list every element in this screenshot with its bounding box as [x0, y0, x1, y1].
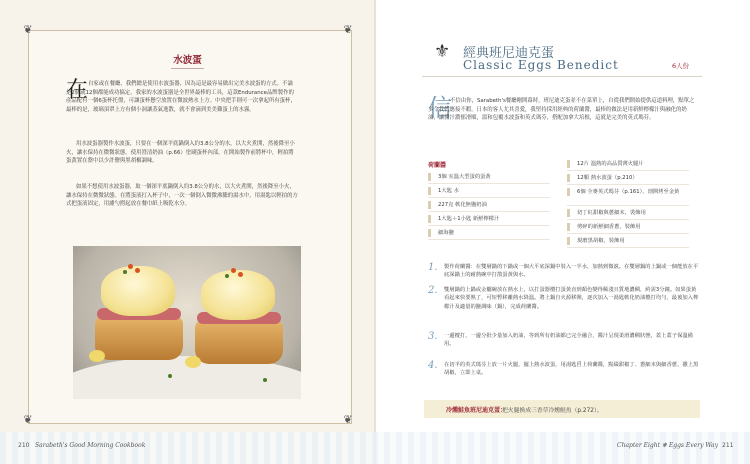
garnish	[231, 268, 236, 273]
garnish	[168, 374, 172, 378]
ingredient-item: 6個 全麥英式瑪芬（p.161），剖開烤至金黃	[567, 185, 689, 206]
ingredient-item: 細海鹽	[428, 226, 550, 240]
ingredient-item: 227克 軟化無鹽奶油	[428, 198, 550, 212]
garnish	[238, 272, 243, 277]
ingredient-item: 剪碎的新鮮細香蔥，裝飾用	[567, 220, 689, 234]
garnish	[263, 378, 267, 382]
eggs-benedict-photo	[73, 246, 301, 399]
drop-cap: 在	[66, 78, 89, 103]
step-text: 在切半的英式瑪芬上放一片火腿，擺上熱水波蛋，用湯匙舀上荷蘭醬，點綴甜椒丁、蔥細末與細香蔥，撒上黑胡椒，立即上桌。	[444, 362, 699, 377]
ingredient-item: 12顆 熱水波蛋（p.210）	[567, 171, 689, 185]
garnish	[123, 270, 127, 274]
left-page-number: 210	[18, 442, 30, 449]
paragraph-1: 自家或在餐廳，我們總是使用水波蛋器，因為這是最容易做出完美水波蛋的方式。不論是2個或12個都能成功搞定。我家的水波蛋器是全世界最棒的工具，這款Endurance品牌製作的產品配有一個6蛋杯托盤，可讓蛋杯懸空放置在微波熱水上方。中央把手則可一次拿起所有蛋杯，最棒的是，玻璃頂罩上方有個小洞讓蒸氣逸散，就不會滴到美美雞蛋上的水霧。	[66, 81, 296, 113]
muffin	[95, 316, 183, 360]
sauce-drip	[185, 356, 201, 368]
muffin	[195, 320, 283, 364]
ingredient-item: 12片 溫熱的高品質薄火腿片	[567, 157, 689, 171]
variation-text: 把火腿換成三香草冷燻鮭魚（p.272）。	[502, 408, 603, 414]
sauce-drip	[89, 350, 105, 362]
intro-text: 不信由你，Sarabeth's餐廳剛開幕時，班尼迪克蛋並不在菜單上，自從我們開始提供這道料理，點單之多令我們應接不暇。日本的客人尤其喜愛，我堅持採用經典的荷蘭醬，最棒的做法是用新鮮檸檬汁與融化的奶油，讓醬汁濃郁滑順，溫和包覆水波蛋和英式瑪芬，搭配加拿大培根，這就是完美的英式瑪芬。	[428, 98, 695, 122]
intro-drop-cap: 信	[428, 94, 452, 122]
step-text: 製作荷蘭醬：在雙層鍋的下鍋或一個大平底深鍋中裝入一半水，加熱到微滾。在雙層鍋的上鍋或一個能放在平底深鍋上的耐熱碗中打散蛋黃與水。	[444, 264, 699, 279]
ingredients-left	[428, 170, 550, 240]
ingredient-item: 現磨黑胡椒，裝飾用	[567, 234, 689, 248]
garnish	[128, 264, 133, 269]
ingredient-item: 切丁紅甜椒與蔥細末，裝飾用	[567, 206, 689, 220]
variation-label: 冷燻鮭魚班尼迪克蛋：	[446, 407, 507, 414]
corner-ornament-icon: ❦	[23, 23, 33, 36]
ingredient-item: 1大匙 水	[428, 184, 550, 198]
ingredients-heading: 荷蘭醬	[428, 162, 447, 169]
right-page-number: 211	[722, 442, 734, 449]
corner-ornament-icon: ❦	[343, 413, 353, 426]
step-number: 2.	[428, 285, 438, 296]
ingredient-item: 1大匙＋1小匙 新鮮檸檬汁	[428, 212, 550, 226]
right-running-footer: Chapter Eight ❋ Eggs Every Way	[617, 442, 719, 449]
step-text: 雙層鍋的上鍋或金屬碗放在熱水上，以打蛋器攪打蛋黃直到顏色變得稀淺且質地濃稠，約需3分鐘。如果蛋黃看起來快要熟了，可短暫移離熱水降溫。將上鍋自火源移開，逐次加入一湯匙軟化奶油攪打均勻，最後加入檸檬汁及適量的鹽調味（鍋），完成荷蘭醬。	[444, 287, 699, 310]
ingredients-right	[567, 157, 689, 248]
poached-egg	[101, 266, 175, 316]
garnish	[225, 274, 229, 278]
servings: 6人份	[672, 62, 690, 70]
step-number: 1.	[428, 262, 438, 273]
step-text: 一邊攪打，一邊分批少量加入奶油，等到所有奶油都已完全融合，醬汁呈現柔滑濃稠狀態，蓋上蓋子保溫備用。	[444, 333, 693, 348]
title-underline	[171, 68, 204, 69]
step-number: 3.	[428, 331, 438, 342]
recipe-title-zh: 經典班尼迪克蛋	[463, 46, 555, 61]
poached-egg	[201, 270, 275, 320]
corner-ornament-icon: ❦	[23, 413, 33, 426]
step-number: 4.	[428, 360, 438, 371]
fleur-de-lis-icon: ⚜	[434, 41, 451, 62]
garnish	[135, 268, 140, 273]
section-title: 水波蛋	[173, 55, 202, 66]
left-running-footer: Sarabeth's Good Morning Cookbook	[35, 442, 146, 449]
paragraph-3: 如果不想使用水波蛋器，取一個深平底鍋倒入約3.8公分的水，以大火煮開，然後降至小火，讓水保持在微微狀態。在將蛋液打入杯子中，一次一個倒入微微沸騰的湯水中，用湯匙以輕拍的方式把蛋液固定，用濾勺撈起放在餐巾紙上吸乾水分。	[66, 184, 298, 208]
corner-ornament-icon: ❦	[343, 23, 353, 36]
header-rule	[422, 76, 702, 77]
paragraph-2: 用水波蛋器製作水波蛋，只要在一個深平底鍋倒入約3.8公分的水，以大火煮開，然後降至小火，讓水保持在微微狀態。使用澄清奶油（p.66）塗刷蛋杯內部，在開始製作前將杯中，輕拍將蛋黃置在盤中以少許鹽與黑胡椒調味。	[66, 141, 295, 165]
recipe-title-en: Classic Eggs Benedict	[463, 58, 619, 72]
ingredient-item: 3個 室溫大型蛋的蛋黃	[428, 170, 550, 184]
